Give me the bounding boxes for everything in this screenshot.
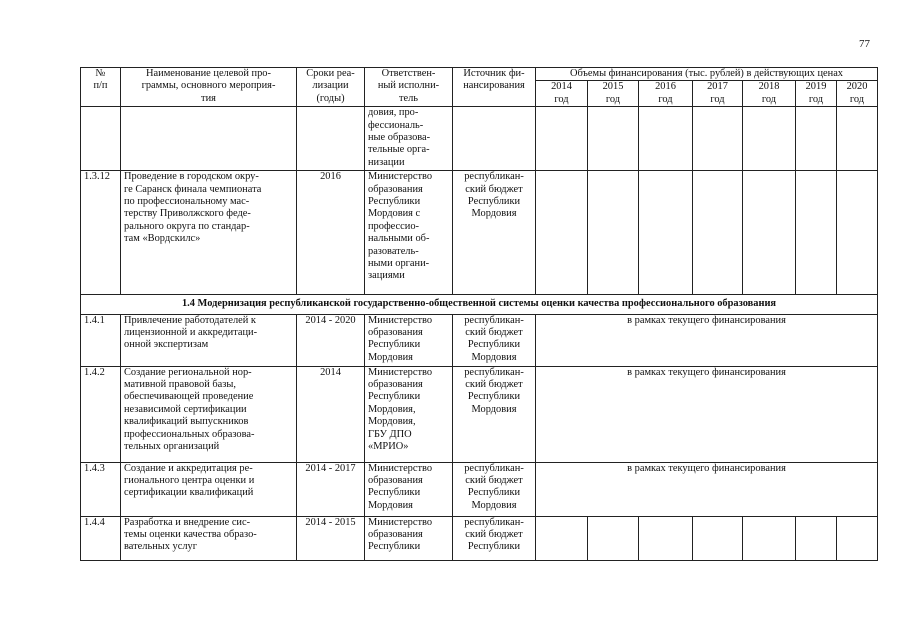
row-executor: Министерство образования Республики Мордовия, Мордовия, ГБУ ДПО «МРИО» [365, 366, 453, 462]
row-period [297, 107, 365, 171]
header-funding-title: Объемы финансирования (тыс. рублей) в действующих ценах [536, 68, 878, 81]
funding-note: в рамках текущего финансирования [536, 366, 878, 462]
funding-table [80, 67, 878, 561]
row-num: 1.4.2 [81, 366, 121, 462]
row-name: Привлечение работодателей к лицензионной и аккредитаци- онной экспертизам [121, 314, 297, 366]
header-executor: Ответствен- ный исполни- тель [365, 68, 453, 107]
header-row [81, 68, 878, 81]
table-row [81, 314, 878, 366]
row-executor: Министерство образования Республики [365, 516, 453, 560]
funding-note: в рамках текущего финансирования [536, 314, 878, 366]
row-name: Разработка и внедрение сис- темы оценки качества образо- вательных услуг [121, 516, 297, 560]
page-number: 77 [859, 38, 870, 50]
table-row [81, 366, 878, 462]
header-year: 2017 год [693, 81, 743, 107]
row-executor: довия, про- фессиональ- ные образова- тельные орга- низации [365, 107, 453, 171]
table-row [81, 462, 878, 516]
row-source: республикан- ский бюджет Республики Мордовия [453, 366, 536, 462]
header-name: Наименование целевой про- граммы, основного мероприя- тия [121, 68, 297, 107]
header-year: 2016 год [639, 81, 693, 107]
row-period: 2016 [297, 171, 365, 295]
header-period: Сроки реа- лизации (годы) [297, 68, 365, 107]
row-num: 1.4.1 [81, 314, 121, 366]
row-name: Создание и аккредитация ре- гионального центра оценки и сертификации квалификаций [121, 462, 297, 516]
row-name: Проведение в городском окру- ге Саранск финала чемпионата по профессиональному мас- терству Приволжского феде- рального округа по стандар- там «Вордскилс» [121, 171, 297, 295]
row-executor: Министерство образования Республики Мордовия с профессио- нальными об- разователь- ными органи- зациями [365, 171, 453, 295]
table-row [81, 516, 878, 560]
row-period: 2014 [297, 366, 365, 462]
row-executor: Министерство образования Республики Мордовия [365, 462, 453, 516]
section-title: 1.4 Модернизация республиканской государственно-общественной системы оценки качества профессионального образования [81, 295, 878, 314]
row-period: 2014 - 2015 [297, 516, 365, 560]
header-year: 2018 год [743, 81, 796, 107]
row-source: республикан- ский бюджет Республики [453, 516, 536, 560]
row-num [81, 107, 121, 171]
row-source: республикан- ский бюджет Республики Мордовия [453, 171, 536, 295]
funding-note: в рамках текущего финансирования [536, 462, 878, 516]
row-num: 1.4.3 [81, 462, 121, 516]
row-source [453, 107, 536, 171]
header-year: 2020 год [837, 81, 878, 107]
section-heading-row [81, 295, 878, 314]
row-source: республикан- ский бюджет Республики Мордовия [453, 314, 536, 366]
header-num: № п/п [81, 68, 121, 107]
row-period: 2014 - 2020 [297, 314, 365, 366]
header-year: 2019 год [796, 81, 837, 107]
row-num: 1.4.4 [81, 516, 121, 560]
row-executor: Министерство образования Республики Мордовия [365, 314, 453, 366]
header-year: 2014 год [536, 81, 588, 107]
row-num: 1.3.12 [81, 171, 121, 295]
row-name [121, 107, 297, 171]
table-row [81, 107, 878, 171]
row-name: Создание региональной нор- мативной правовой базы, обеспечивающей проведение независимой сертификации квалификаций выпускников профессиональных образова- тельных организаций [121, 366, 297, 462]
row-source: республикан- ский бюджет Республики Мордовия [453, 462, 536, 516]
header-year: 2015 год [588, 81, 639, 107]
table-row [81, 171, 878, 295]
header-source: Источник фи- нансирования [453, 68, 536, 107]
row-period: 2014 - 2017 [297, 462, 365, 516]
